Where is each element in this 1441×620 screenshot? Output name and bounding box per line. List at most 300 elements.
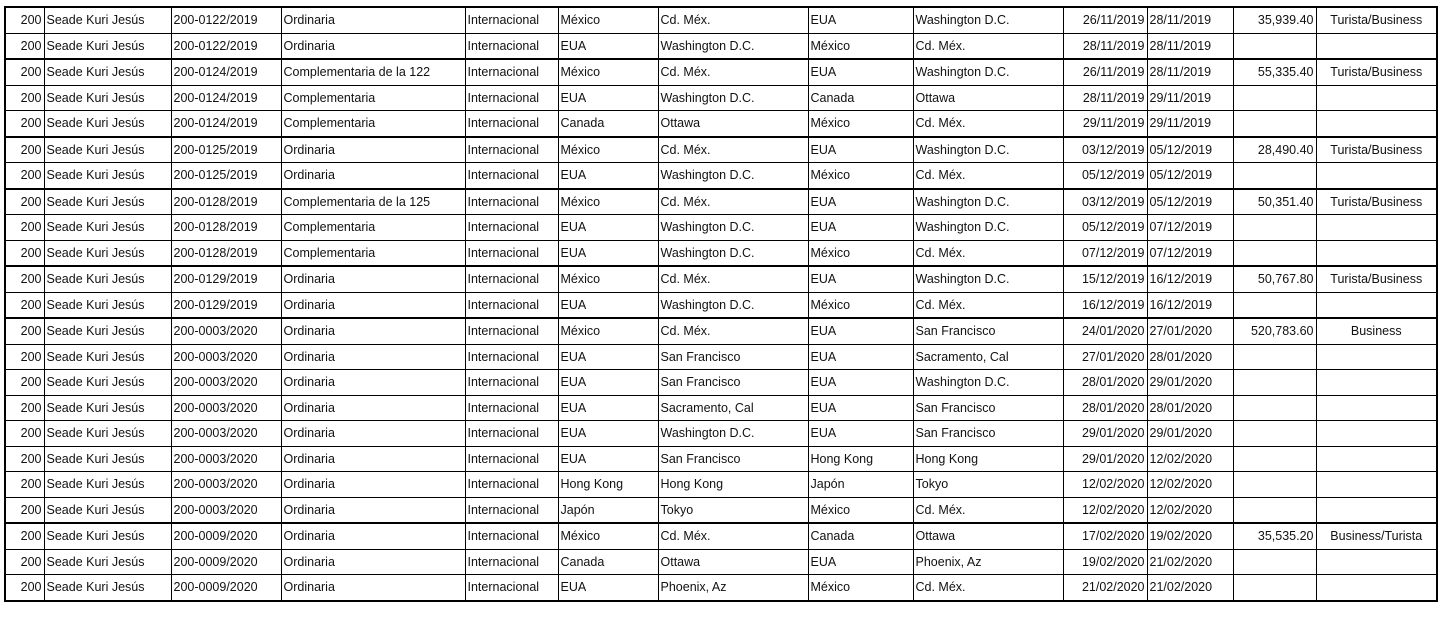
unit-code-cell: 200 <box>5 33 44 59</box>
unit-code-cell: 200 <box>5 446 44 472</box>
commission-number-cell: 200-0124/2019 <box>171 59 281 85</box>
destination-city-cell: Cd. Méx. <box>913 497 1063 523</box>
origin-city-cell: San Francisco <box>658 344 808 370</box>
destination-city-cell: San Francisco <box>913 421 1063 447</box>
return-date-cell: 12/02/2020 <box>1147 497 1233 523</box>
departure-date-cell: 16/12/2019 <box>1063 292 1147 318</box>
return-date-cell: 29/01/2020 <box>1147 370 1233 396</box>
official-name-cell: Seade Kuri Jesús <box>44 446 171 472</box>
commission-type-cell: Complementaria <box>281 240 465 266</box>
scope-cell: Internacional <box>465 318 558 344</box>
return-date-cell: 12/02/2020 <box>1147 472 1233 498</box>
unit-code-cell: 200 <box>5 85 44 111</box>
destination-city-cell: Washington D.C. <box>913 215 1063 241</box>
class-cell: Business <box>1316 318 1437 344</box>
return-date-cell: 29/11/2019 <box>1147 85 1233 111</box>
scope-cell: Internacional <box>465 446 558 472</box>
destination-country-cell: EUA <box>808 344 913 370</box>
commission-type-cell: Ordinaria <box>281 549 465 575</box>
commission-number-cell: 200-0003/2020 <box>171 344 281 370</box>
return-date-cell: 05/12/2019 <box>1147 137 1233 163</box>
amount-cell <box>1233 472 1316 498</box>
official-name-cell: Seade Kuri Jesús <box>44 395 171 421</box>
commission-type-cell: Ordinaria <box>281 7 465 33</box>
scope-cell: Internacional <box>465 523 558 549</box>
unit-code-cell: 200 <box>5 7 44 33</box>
unit-code-cell: 200 <box>5 395 44 421</box>
table-row <box>5 240 1437 266</box>
class-cell <box>1316 472 1437 498</box>
origin-city-cell: Washington D.C. <box>658 85 808 111</box>
official-name-cell: Seade Kuri Jesús <box>44 370 171 396</box>
origin-city-cell: Ottawa <box>658 111 808 137</box>
return-date-cell: 05/12/2019 <box>1147 163 1233 189</box>
commission-type-cell: Complementaria <box>281 85 465 111</box>
commission-number-cell: 200-0003/2020 <box>171 421 281 447</box>
destination-country-cell: EUA <box>808 421 913 447</box>
return-date-cell: 16/12/2019 <box>1147 266 1233 292</box>
origin-country-cell: EUA <box>558 240 658 266</box>
destination-country-cell: Hong Kong <box>808 446 913 472</box>
commission-type-cell: Ordinaria <box>281 523 465 549</box>
commission-number-cell: 200-0129/2019 <box>171 292 281 318</box>
table-row <box>5 446 1437 472</box>
commission-type-cell: Complementaria <box>281 215 465 241</box>
table-row <box>5 497 1437 523</box>
unit-code-cell: 200 <box>5 344 44 370</box>
class-cell <box>1316 497 1437 523</box>
return-date-cell: 28/11/2019 <box>1147 7 1233 33</box>
commission-number-cell: 200-0003/2020 <box>171 370 281 396</box>
destination-city-cell: Washington D.C. <box>913 266 1063 292</box>
table-row <box>5 85 1437 111</box>
unit-code-cell: 200 <box>5 523 44 549</box>
origin-country-cell: México <box>558 59 658 85</box>
origin-city-cell: Sacramento, Cal <box>658 395 808 421</box>
commission-type-cell: Ordinaria <box>281 370 465 396</box>
official-name-cell: Seade Kuri Jesús <box>44 292 171 318</box>
departure-date-cell: 27/01/2020 <box>1063 344 1147 370</box>
class-cell <box>1316 446 1437 472</box>
destination-city-cell: San Francisco <box>913 395 1063 421</box>
origin-country-cell: México <box>558 7 658 33</box>
origin-country-cell: EUA <box>558 292 658 318</box>
unit-code-cell: 200 <box>5 59 44 85</box>
travel-records-table <box>4 6 1438 602</box>
origin-country-cell: México <box>558 266 658 292</box>
table-row <box>5 370 1437 396</box>
commission-type-cell: Complementaria de la 125 <box>281 189 465 215</box>
table-row <box>5 215 1437 241</box>
table-row <box>5 292 1437 318</box>
departure-date-cell: 17/02/2020 <box>1063 523 1147 549</box>
table-row <box>5 472 1437 498</box>
origin-city-cell: Cd. Méx. <box>658 318 808 344</box>
unit-code-cell: 200 <box>5 292 44 318</box>
origin-city-cell: Washington D.C. <box>658 240 808 266</box>
scope-cell: Internacional <box>465 137 558 163</box>
commission-number-cell: 200-0128/2019 <box>171 240 281 266</box>
table-row <box>5 523 1437 549</box>
origin-country-cell: EUA <box>558 215 658 241</box>
class-cell <box>1316 575 1437 601</box>
table-row <box>5 549 1437 575</box>
scope-cell: Internacional <box>465 370 558 396</box>
origin-city-cell: San Francisco <box>658 446 808 472</box>
table-row <box>5 266 1437 292</box>
class-cell: Turista/Business <box>1316 189 1437 215</box>
destination-country-cell: EUA <box>808 266 913 292</box>
scope-cell: Internacional <box>465 395 558 421</box>
scope-cell: Internacional <box>465 472 558 498</box>
table-row <box>5 137 1437 163</box>
official-name-cell: Seade Kuri Jesús <box>44 266 171 292</box>
destination-city-cell: Hong Kong <box>913 446 1063 472</box>
origin-city-cell: Tokyo <box>658 497 808 523</box>
class-cell: Turista/Business <box>1316 266 1437 292</box>
amount-cell: 28,490.40 <box>1233 137 1316 163</box>
origin-country-cell: México <box>558 189 658 215</box>
commission-type-cell: Ordinaria <box>281 497 465 523</box>
destination-country-cell: EUA <box>808 370 913 396</box>
return-date-cell: 28/11/2019 <box>1147 59 1233 85</box>
return-date-cell: 16/12/2019 <box>1147 292 1233 318</box>
origin-country-cell: EUA <box>558 33 658 59</box>
origin-city-cell: Cd. Méx. <box>658 266 808 292</box>
destination-country-cell: EUA <box>808 215 913 241</box>
commission-type-cell: Ordinaria <box>281 446 465 472</box>
scope-cell: Internacional <box>465 292 558 318</box>
commission-type-cell: Ordinaria <box>281 318 465 344</box>
commission-number-cell: 200-0125/2019 <box>171 163 281 189</box>
table-row <box>5 163 1437 189</box>
commission-number-cell: 200-0003/2020 <box>171 472 281 498</box>
origin-country-cell: Hong Kong <box>558 472 658 498</box>
scope-cell: Internacional <box>465 344 558 370</box>
amount-cell: 50,351.40 <box>1233 189 1316 215</box>
class-cell <box>1316 240 1437 266</box>
destination-city-cell: Cd. Méx. <box>913 163 1063 189</box>
commission-number-cell: 200-0122/2019 <box>171 33 281 59</box>
commission-type-cell: Complementaria de la 122 <box>281 59 465 85</box>
amount-cell <box>1233 549 1316 575</box>
class-cell <box>1316 292 1437 318</box>
official-name-cell: Seade Kuri Jesús <box>44 472 171 498</box>
scope-cell: Internacional <box>465 215 558 241</box>
unit-code-cell: 200 <box>5 549 44 575</box>
class-cell <box>1316 163 1437 189</box>
amount-cell: 35,535.20 <box>1233 523 1316 549</box>
destination-country-cell: EUA <box>808 189 913 215</box>
scope-cell: Internacional <box>465 33 558 59</box>
destination-country-cell: México <box>808 163 913 189</box>
commission-number-cell: 200-0003/2020 <box>171 497 281 523</box>
table-row <box>5 318 1437 344</box>
destination-city-cell: Washington D.C. <box>913 59 1063 85</box>
destination-city-cell: Washington D.C. <box>913 189 1063 215</box>
amount-cell <box>1233 111 1316 137</box>
amount-cell <box>1233 370 1316 396</box>
return-date-cell: 28/01/2020 <box>1147 344 1233 370</box>
official-name-cell: Seade Kuri Jesús <box>44 59 171 85</box>
destination-city-cell: Cd. Méx. <box>913 111 1063 137</box>
unit-code-cell: 200 <box>5 240 44 266</box>
unit-code-cell: 200 <box>5 497 44 523</box>
commission-number-cell: 200-0003/2020 <box>171 395 281 421</box>
unit-code-cell: 200 <box>5 111 44 137</box>
commission-type-cell: Ordinaria <box>281 292 465 318</box>
table-row <box>5 33 1437 59</box>
origin-city-cell: Cd. Méx. <box>658 189 808 215</box>
commission-number-cell: 200-0128/2019 <box>171 189 281 215</box>
commission-type-cell: Ordinaria <box>281 163 465 189</box>
return-date-cell: 29/11/2019 <box>1147 111 1233 137</box>
origin-city-cell: Washington D.C. <box>658 421 808 447</box>
commission-type-cell: Ordinaria <box>281 472 465 498</box>
origin-country-cell: México <box>558 523 658 549</box>
destination-country-cell: Canada <box>808 523 913 549</box>
departure-date-cell: 03/12/2019 <box>1063 189 1147 215</box>
unit-code-cell: 200 <box>5 472 44 498</box>
departure-date-cell: 28/01/2020 <box>1063 395 1147 421</box>
amount-cell <box>1233 292 1316 318</box>
origin-country-cell: EUA <box>558 421 658 447</box>
destination-country-cell: EUA <box>808 137 913 163</box>
departure-date-cell: 15/12/2019 <box>1063 266 1147 292</box>
departure-date-cell: 29/01/2020 <box>1063 421 1147 447</box>
origin-city-cell: San Francisco <box>658 370 808 396</box>
amount-cell <box>1233 575 1316 601</box>
unit-code-cell: 200 <box>5 137 44 163</box>
commission-type-cell: Ordinaria <box>281 33 465 59</box>
destination-city-cell: Ottawa <box>913 523 1063 549</box>
unit-code-cell: 200 <box>5 163 44 189</box>
departure-date-cell: 12/02/2020 <box>1063 497 1147 523</box>
origin-country-cell: EUA <box>558 163 658 189</box>
official-name-cell: Seade Kuri Jesús <box>44 497 171 523</box>
destination-country-cell: México <box>808 240 913 266</box>
class-cell: Business/Turista <box>1316 523 1437 549</box>
commission-number-cell: 200-0122/2019 <box>171 7 281 33</box>
amount-cell: 50,767.80 <box>1233 266 1316 292</box>
scope-cell: Internacional <box>465 85 558 111</box>
origin-country-cell: EUA <box>558 344 658 370</box>
destination-city-cell: Tokyo <box>913 472 1063 498</box>
commission-number-cell: 200-0009/2020 <box>171 549 281 575</box>
official-name-cell: Seade Kuri Jesús <box>44 421 171 447</box>
departure-date-cell: 19/02/2020 <box>1063 549 1147 575</box>
unit-code-cell: 200 <box>5 370 44 396</box>
amount-cell <box>1233 33 1316 59</box>
destination-city-cell: Phoenix, Az <box>913 549 1063 575</box>
official-name-cell: Seade Kuri Jesús <box>44 163 171 189</box>
return-date-cell: 27/01/2020 <box>1147 318 1233 344</box>
class-cell: Turista/Business <box>1316 137 1437 163</box>
return-date-cell: 19/02/2020 <box>1147 523 1233 549</box>
official-name-cell: Seade Kuri Jesús <box>44 189 171 215</box>
return-date-cell: 28/01/2020 <box>1147 395 1233 421</box>
class-cell <box>1316 344 1437 370</box>
official-name-cell: Seade Kuri Jesús <box>44 344 171 370</box>
commission-type-cell: Ordinaria <box>281 395 465 421</box>
table-row <box>5 575 1437 601</box>
unit-code-cell: 200 <box>5 421 44 447</box>
destination-country-cell: EUA <box>808 395 913 421</box>
return-date-cell: 29/01/2020 <box>1147 421 1233 447</box>
destination-country-cell: EUA <box>808 59 913 85</box>
unit-code-cell: 200 <box>5 215 44 241</box>
origin-city-cell: Washington D.C. <box>658 163 808 189</box>
departure-date-cell: 26/11/2019 <box>1063 7 1147 33</box>
official-name-cell: Seade Kuri Jesús <box>44 523 171 549</box>
departure-date-cell: 05/12/2019 <box>1063 215 1147 241</box>
table-row <box>5 344 1437 370</box>
class-cell <box>1316 395 1437 421</box>
unit-code-cell: 200 <box>5 266 44 292</box>
origin-country-cell: Canada <box>558 111 658 137</box>
origin-city-cell: Ottawa <box>658 549 808 575</box>
return-date-cell: 05/12/2019 <box>1147 189 1233 215</box>
amount-cell: 55,335.40 <box>1233 59 1316 85</box>
origin-country-cell: EUA <box>558 446 658 472</box>
class-cell <box>1316 111 1437 137</box>
origin-country-cell: México <box>558 318 658 344</box>
destination-country-cell: Canada <box>808 85 913 111</box>
departure-date-cell: 29/01/2020 <box>1063 446 1147 472</box>
table-row <box>5 111 1437 137</box>
destination-city-cell: Washington D.C. <box>913 370 1063 396</box>
origin-country-cell: EUA <box>558 395 658 421</box>
destination-country-cell: EUA <box>808 549 913 575</box>
destination-country-cell: México <box>808 292 913 318</box>
commission-number-cell: 200-0124/2019 <box>171 111 281 137</box>
table-row <box>5 7 1437 33</box>
official-name-cell: Seade Kuri Jesús <box>44 549 171 575</box>
amount-cell <box>1233 163 1316 189</box>
destination-city-cell: San Francisco <box>913 318 1063 344</box>
scope-cell: Internacional <box>465 59 558 85</box>
table-row <box>5 395 1437 421</box>
amount-cell <box>1233 240 1316 266</box>
origin-city-cell: Cd. Méx. <box>658 7 808 33</box>
official-name-cell: Seade Kuri Jesús <box>44 85 171 111</box>
scope-cell: Internacional <box>465 575 558 601</box>
origin-city-cell: Washington D.C. <box>658 33 808 59</box>
departure-date-cell: 05/12/2019 <box>1063 163 1147 189</box>
origin-city-cell: Washington D.C. <box>658 215 808 241</box>
official-name-cell: Seade Kuri Jesús <box>44 318 171 344</box>
amount-cell <box>1233 85 1316 111</box>
destination-city-cell: Cd. Méx. <box>913 575 1063 601</box>
commission-type-cell: Ordinaria <box>281 421 465 447</box>
amount-cell <box>1233 215 1316 241</box>
amount-cell <box>1233 344 1316 370</box>
return-date-cell: 21/02/2020 <box>1147 575 1233 601</box>
class-cell <box>1316 85 1437 111</box>
commission-number-cell: 200-0128/2019 <box>171 215 281 241</box>
scope-cell: Internacional <box>465 111 558 137</box>
scope-cell: Internacional <box>465 163 558 189</box>
origin-country-cell: EUA <box>558 85 658 111</box>
table-row <box>5 59 1437 85</box>
scope-cell: Internacional <box>465 497 558 523</box>
destination-country-cell: Japón <box>808 472 913 498</box>
destination-country-cell: México <box>808 497 913 523</box>
origin-city-cell: Phoenix, Az <box>658 575 808 601</box>
origin-country-cell: Canada <box>558 549 658 575</box>
commission-number-cell: 200-0129/2019 <box>171 266 281 292</box>
return-date-cell: 28/11/2019 <box>1147 33 1233 59</box>
commission-number-cell: 200-0125/2019 <box>171 137 281 163</box>
scope-cell: Internacional <box>465 7 558 33</box>
destination-country-cell: EUA <box>808 7 913 33</box>
destination-city-cell: Cd. Méx. <box>913 292 1063 318</box>
class-cell <box>1316 549 1437 575</box>
scope-cell: Internacional <box>465 266 558 292</box>
origin-city-cell: Cd. Méx. <box>658 59 808 85</box>
amount-cell: 35,939.40 <box>1233 7 1316 33</box>
table-row <box>5 189 1437 215</box>
commission-type-cell: Ordinaria <box>281 266 465 292</box>
class-cell: Turista/Business <box>1316 59 1437 85</box>
origin-country-cell: EUA <box>558 575 658 601</box>
amount-cell <box>1233 446 1316 472</box>
destination-city-cell: Cd. Méx. <box>913 33 1063 59</box>
departure-date-cell: 03/12/2019 <box>1063 137 1147 163</box>
unit-code-cell: 200 <box>5 189 44 215</box>
destination-city-cell: Ottawa <box>913 85 1063 111</box>
origin-city-cell: Cd. Méx. <box>658 523 808 549</box>
class-cell: Turista/Business <box>1316 7 1437 33</box>
official-name-cell: Seade Kuri Jesús <box>44 137 171 163</box>
amount-cell <box>1233 395 1316 421</box>
destination-city-cell: Washington D.C. <box>913 137 1063 163</box>
scope-cell: Internacional <box>465 549 558 575</box>
departure-date-cell: 21/02/2020 <box>1063 575 1147 601</box>
official-name-cell: Seade Kuri Jesús <box>44 111 171 137</box>
official-name-cell: Seade Kuri Jesús <box>44 215 171 241</box>
official-name-cell: Seade Kuri Jesús <box>44 7 171 33</box>
origin-country-cell: EUA <box>558 370 658 396</box>
departure-date-cell: 28/01/2020 <box>1063 370 1147 396</box>
origin-city-cell: Hong Kong <box>658 472 808 498</box>
origin-country-cell: México <box>558 137 658 163</box>
departure-date-cell: 28/11/2019 <box>1063 33 1147 59</box>
class-cell <box>1316 215 1437 241</box>
class-cell <box>1316 421 1437 447</box>
departure-date-cell: 12/02/2020 <box>1063 472 1147 498</box>
amount-cell <box>1233 421 1316 447</box>
class-cell <box>1316 33 1437 59</box>
departure-date-cell: 28/11/2019 <box>1063 85 1147 111</box>
departure-date-cell: 24/01/2020 <box>1063 318 1147 344</box>
destination-city-cell: Cd. Méx. <box>913 240 1063 266</box>
commission-number-cell: 200-0009/2020 <box>171 575 281 601</box>
official-name-cell: Seade Kuri Jesús <box>44 240 171 266</box>
commission-type-cell: Ordinaria <box>281 137 465 163</box>
commission-number-cell: 200-0003/2020 <box>171 446 281 472</box>
destination-city-cell: Sacramento, Cal <box>913 344 1063 370</box>
amount-cell: 520,783.60 <box>1233 318 1316 344</box>
scope-cell: Internacional <box>465 240 558 266</box>
return-date-cell: 12/02/2020 <box>1147 446 1233 472</box>
departure-date-cell: 26/11/2019 <box>1063 59 1147 85</box>
destination-city-cell: Washington D.C. <box>913 7 1063 33</box>
table-row <box>5 421 1437 447</box>
official-name-cell: Seade Kuri Jesús <box>44 33 171 59</box>
return-date-cell: 07/12/2019 <box>1147 215 1233 241</box>
destination-country-cell: EUA <box>808 318 913 344</box>
